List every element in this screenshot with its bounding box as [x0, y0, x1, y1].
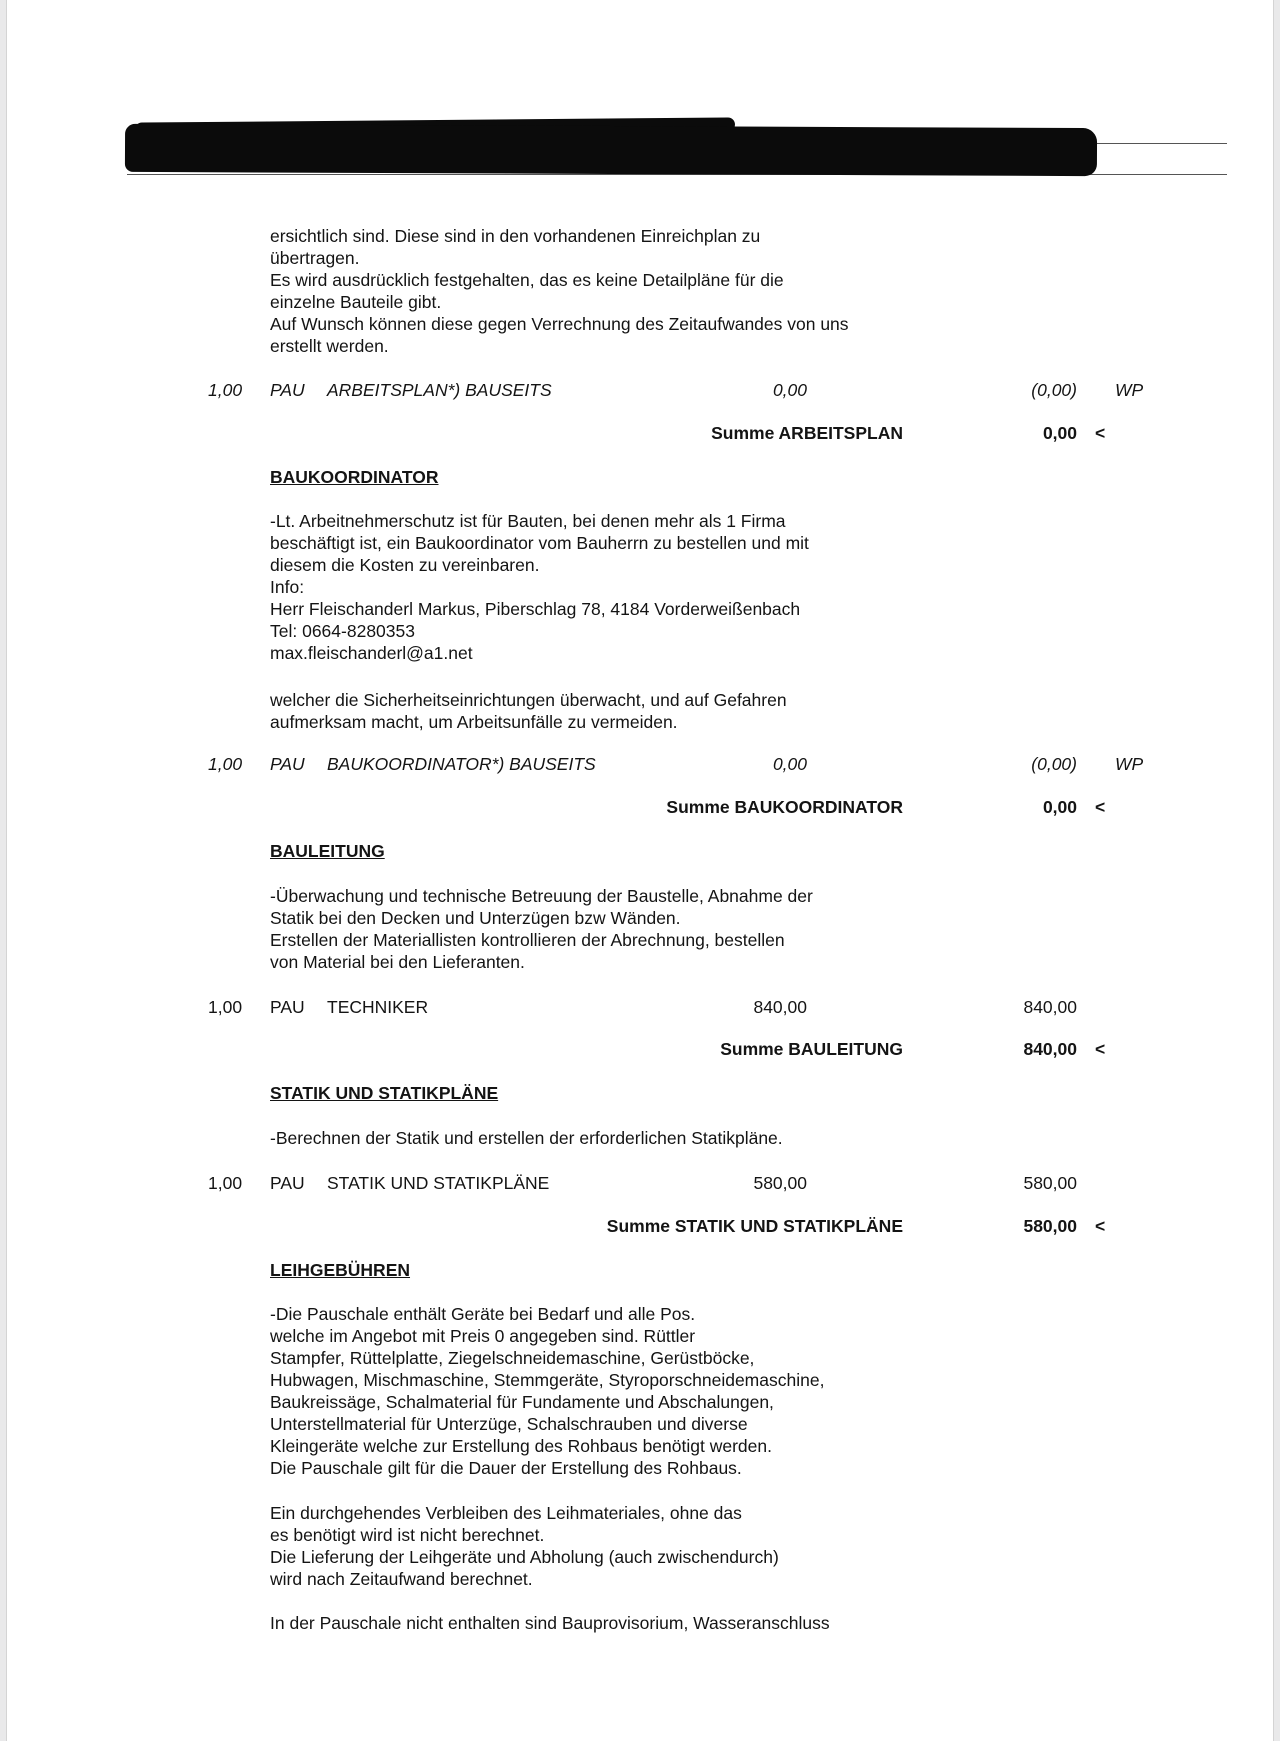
sum-marker: < [1095, 423, 1106, 443]
sum-value: 0,00 [1042, 797, 1077, 817]
section-heading-bauleitung: BAULEITUNG [270, 841, 385, 861]
sum-label: Summe ARBEITSPLAN [711, 423, 903, 443]
pos-unit: PAU [270, 1173, 305, 1193]
pos-code: WP [1115, 754, 1144, 774]
pos-unit: PAU [270, 754, 305, 774]
pos-description: STATIK UND STATIKPLÄNE [327, 1173, 550, 1193]
pos-total: (0,00) [1031, 754, 1077, 774]
pos-qty: 1,00 [208, 997, 243, 1017]
sum-marker: < [1095, 797, 1106, 817]
pos-unit-price: 580,00 [753, 1173, 807, 1193]
pos-total: 840,00 [1023, 997, 1077, 1017]
redaction-bar [125, 124, 1097, 176]
pos-qty: 1,00 [208, 380, 243, 400]
sum-label: Summe BAULEITUNG [720, 1039, 903, 1059]
pos-total: 580,00 [1023, 1173, 1077, 1193]
sum-value: 840,00 [1023, 1039, 1077, 1059]
sum-value: 580,00 [1023, 1216, 1077, 1236]
pos-code: WP [1115, 380, 1144, 400]
pos-unit-price: 0,00 [772, 754, 807, 774]
sum-label: Summe STATIK UND STATIKPLÄNE [606, 1216, 903, 1236]
leihgebuehren-paragraph: -Die Pauschale enthält Geräte bei Bedarf und alle Pos. welche im Angebot mit Preis 0 angegeben sind. Rüttler Stampfer, Rüttelplatte, Ziegelschneidemaschine, Gerüstböcke, Hubwagen, Mischmaschine, Stemmgeräte, Styroporschneidemaschine, Baukreissäge, Schalmaterial für Fundamente und Abschalungen, Unterstellmaterial für Unterzüge, Schalschrauben und diverse Kleingeräte welche zur Erstellung des Rohbaus benötigt werden. Die Pauschale gilt für die Dauer der Erstellung des Rohbaus. [270, 1304, 825, 1478]
pos-unit: PAU [270, 380, 305, 400]
section-heading-leihgebuehren: LEIHGEBÜHREN [270, 1260, 411, 1280]
leihgebuehren-paragraph-2: Ein durchgehendes Verbleiben des Leihmateriales, ohne das es benötigt wird ist nicht berechnet. Die Lieferung der Leihgeräte und Abholung (auch zwischendurch) wird nach Zeitaufwand berechnet. [270, 1503, 779, 1589]
baukoordinator-paragraph: -Lt. Arbeitnehmerschutz ist für Bauten, bei denen mehr als 1 Firma beschäftigt ist, ein Baukoordinator vom Bauherrn zu bestellen und mit diesem die Kosten zu vereinbaren. Info: Herr Fleischanderl Markus, Piberschlag 78, 4184 Vorderweißenbach Tel: 0664-8280353 max.fleischanderl@a1.net [270, 511, 809, 663]
section-heading-baukoordinator: BAUKOORDINATOR [270, 467, 439, 487]
document-page [6, 0, 1274, 1741]
pos-description: TECHNIKER [327, 997, 429, 1017]
pos-qty: 1,00 [208, 754, 243, 774]
pos-description: BAUKOORDINATOR*) BAUSEITS [327, 754, 596, 774]
sum-label: Summe BAUKOORDINATOR [666, 797, 903, 817]
sum-marker: < [1095, 1216, 1106, 1236]
pos-total: (0,00) [1031, 380, 1077, 400]
section-heading-statik: STATIK UND STATIKPLÄNE [270, 1083, 499, 1103]
pos-unit-price: 840,00 [753, 997, 807, 1017]
intro-paragraph: ersichtlich sind. Diese sind in den vorhandenen Einreichplan zu übertragen. Es wird ausdrücklich festgehalten, das es keine Detailpläne für die einzelne Bauteile gibt. Auf Wunsch können diese gegen Verrechnung des Zeitaufwandes von uns erstellt werden. [270, 226, 849, 356]
pos-qty: 1,00 [208, 1173, 243, 1193]
statik-paragraph: -Berechnen der Statik und erstellen der erforderlichen Statikpläne. [270, 1128, 783, 1148]
sum-value: 0,00 [1042, 423, 1077, 443]
bauleitung-paragraph: -Überwachung und technische Betreuung der Baustelle, Abnahme der Statik bei den Decken und Unterzügen bzw Wänden. Erstellen der Materiallisten kontrollieren der Abrechnung, bestellen von Material bei den Lieferanten. [270, 886, 813, 972]
sum-marker: < [1095, 1039, 1106, 1059]
leihgebuehren-paragraph-3: In der Pauschale nicht enthalten sind Bauprovisorium, Wasseranschluss [270, 1613, 830, 1633]
baukoordinator-paragraph-2: welcher die Sicherheitseinrichtungen überwacht, und auf Gefahren aufmerksam macht, um Arbeitsunfälle zu vermeiden. [270, 690, 787, 732]
pos-unit-price: 0,00 [772, 380, 807, 400]
pos-description: ARBEITSPLAN*) BAUSEITS [327, 380, 552, 400]
pos-unit: PAU [270, 997, 305, 1017]
